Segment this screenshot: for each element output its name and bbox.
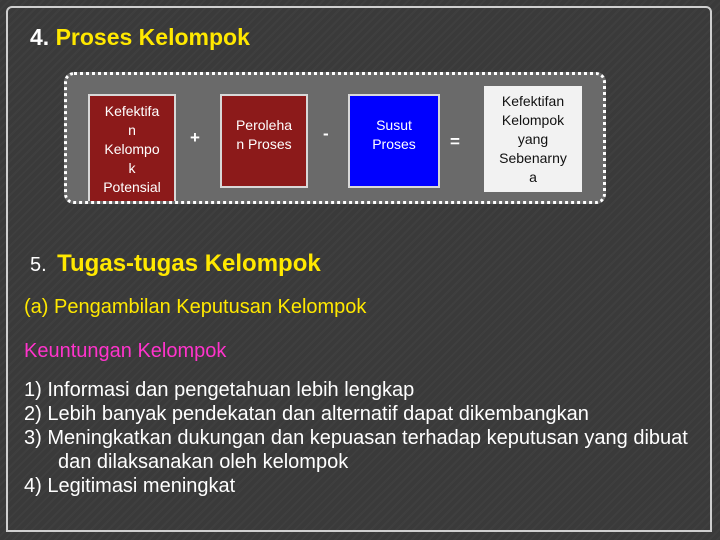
box-line: Kelompo (104, 141, 160, 157)
list-item: 3) Meningkatkan dukungan dan kepuasan terhadap keputusan yang dibuat dan dilaksanakan oleh kelompok (24, 427, 688, 473)
box-line: Susut (376, 117, 412, 133)
plus-operator: + (190, 128, 200, 147)
process-gain-box (220, 94, 308, 188)
section-5-heading (30, 250, 321, 278)
box-line: yang (517, 131, 549, 147)
advantages-title: Keuntungan Kelompok (24, 340, 227, 362)
list-item: 1) Informasi dan pengetahuan lebih lengkap (24, 379, 415, 401)
box-line: n (128, 122, 136, 138)
box-line: a (529, 169, 537, 185)
equals-operator: = (450, 132, 460, 151)
section-5-title: Tugas-tugas Kelompok (57, 250, 321, 277)
section-4-title: Proses Kelompok (55, 24, 250, 50)
list-item: 4) Legitimasi meningkat (24, 475, 236, 497)
decision-making-subheading: (a) Pengambilan Keputusan Kelompok (24, 296, 367, 318)
box-line: k (128, 160, 136, 176)
box-line: Proses (372, 136, 416, 152)
actual-effectiveness-box (484, 86, 582, 192)
box-line: Sebenarny (499, 150, 567, 166)
advantages-list (24, 378, 704, 498)
potential-effectiveness-box (88, 94, 176, 201)
section-5-number: 5. (30, 254, 47, 276)
box-line: Potensial (103, 179, 161, 195)
section-4-number: 4. (30, 24, 50, 50)
process-loss-box (348, 94, 440, 188)
box-line: Kelompok (501, 112, 565, 128)
box-line: Kefektifa (104, 103, 160, 119)
minus-operator: - (323, 124, 329, 143)
box-line: Peroleha (235, 117, 293, 133)
list-item: 2) Lebih banyak pendekatan dan alternatif dapat dikembangkan (24, 403, 589, 425)
box-line: Kefektifan (501, 93, 565, 109)
box-line: n Proses (236, 136, 292, 152)
section-4-heading (30, 24, 250, 51)
